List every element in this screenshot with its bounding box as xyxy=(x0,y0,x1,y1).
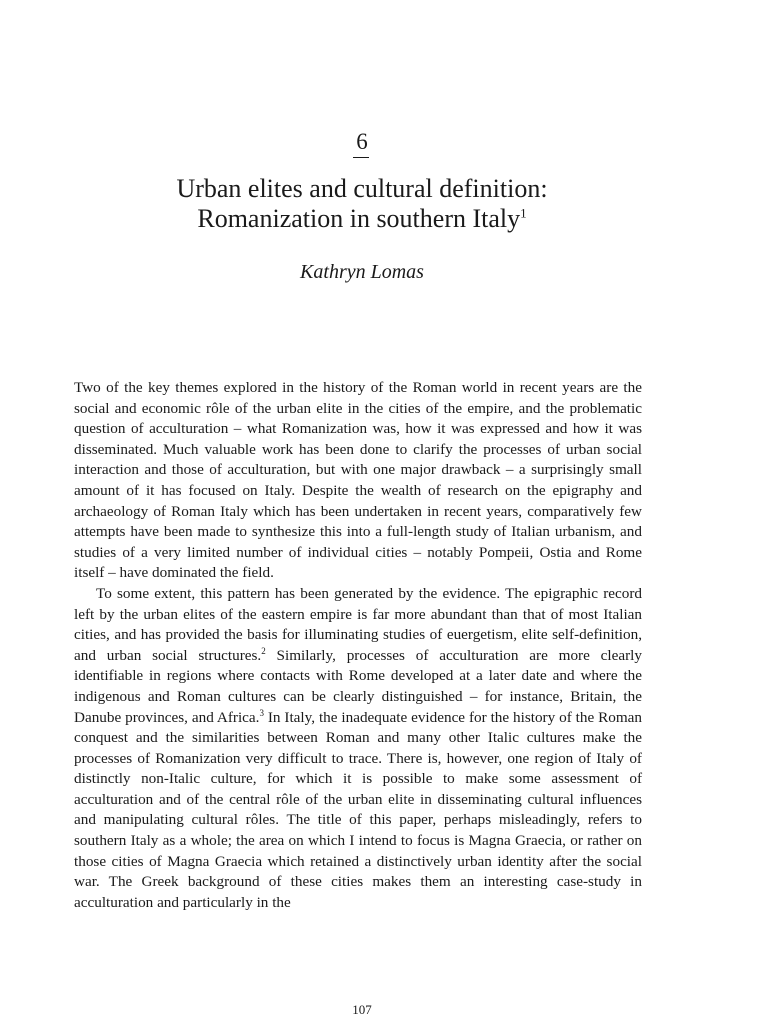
paragraph-text: To some extent, this pattern has been generated by the evidence. The epigraphic record left by the urban elites of the eastern empire is far more abundant than that of most Italian cities, and has provided the basis for illuminating studies of euergetism, elite self-definition, and urban social structures. xyxy=(74,584,642,664)
footnote-marker: 2 xyxy=(261,645,266,656)
body-text xyxy=(74,378,642,913)
chapter-number-rule xyxy=(353,157,369,158)
title-footnote-marker: 1 xyxy=(520,205,527,221)
paragraph-text: Two of the key themes explored in the history of the Roman world in recent years are the social and economic rôle of the urban elite in the cities of the empire, and the problematic question of acculturation – what Romanization was, how it was expressed and how it was disseminated. Much valuable work has been done to clarify the processes of urban social interaction and those of acculturation, but with one major drawback – a surprisingly small amount of it has focused on Italy. Despite the wealth of research on the epigraphy and archaeology of Roman Italy which has been undertaken in recent years, comparatively few attempts have been made to synthesize this into a full-length study of Italian urbanism, and studies of a very limited number of individual cities – notably Pompeii, Ostia and Rome itself – have dominated the field. xyxy=(74,379,642,582)
chapter-number: 6 xyxy=(356,129,368,154)
paragraph-text: In Italy, the inadequate evidence for the history of the Roman conquest and the similarities between Roman and many other Italic cultures make the processes of Romanization very difficult to trace. There is, however, one region of Italy of distinctly non-Italic culture, for which it is possible to make some assessment of acculturation and of the central rôle of the urban elite in disseminating cultural influences and manipulating cultural rôles. The title of this paper, perhaps misleadingly, refers to southern Italy as a whole; the area on which I intend to focus is Magna Graecia, or rather on those cities of Magna Graecia which retained a distinctively urban identity after the social war. The Greek background of these cities makes them an interesting case-study in acculturation and particularly in the xyxy=(74,708,642,911)
body-paragraph xyxy=(74,378,642,584)
body-paragraph xyxy=(74,584,642,914)
chapter-title xyxy=(0,174,724,234)
author-name: Kathryn Lomas xyxy=(300,261,424,283)
chapter-title-line-2: Romanization in southern Italy xyxy=(197,204,521,233)
chapter-title-line-1: Urban elites and cultural definition: xyxy=(176,174,548,203)
paragraph-text: Similarly, processes of acculturation are more clearly identifiable in regions where contacts with Rome developed at a later date and where the indigenous and Roman cultures can be clearly distinguished – for instance, Britain, the Danube provinces, and Africa. xyxy=(74,646,642,726)
page-number: 107 xyxy=(352,1002,372,1017)
footnote-marker: 3 xyxy=(259,707,264,718)
